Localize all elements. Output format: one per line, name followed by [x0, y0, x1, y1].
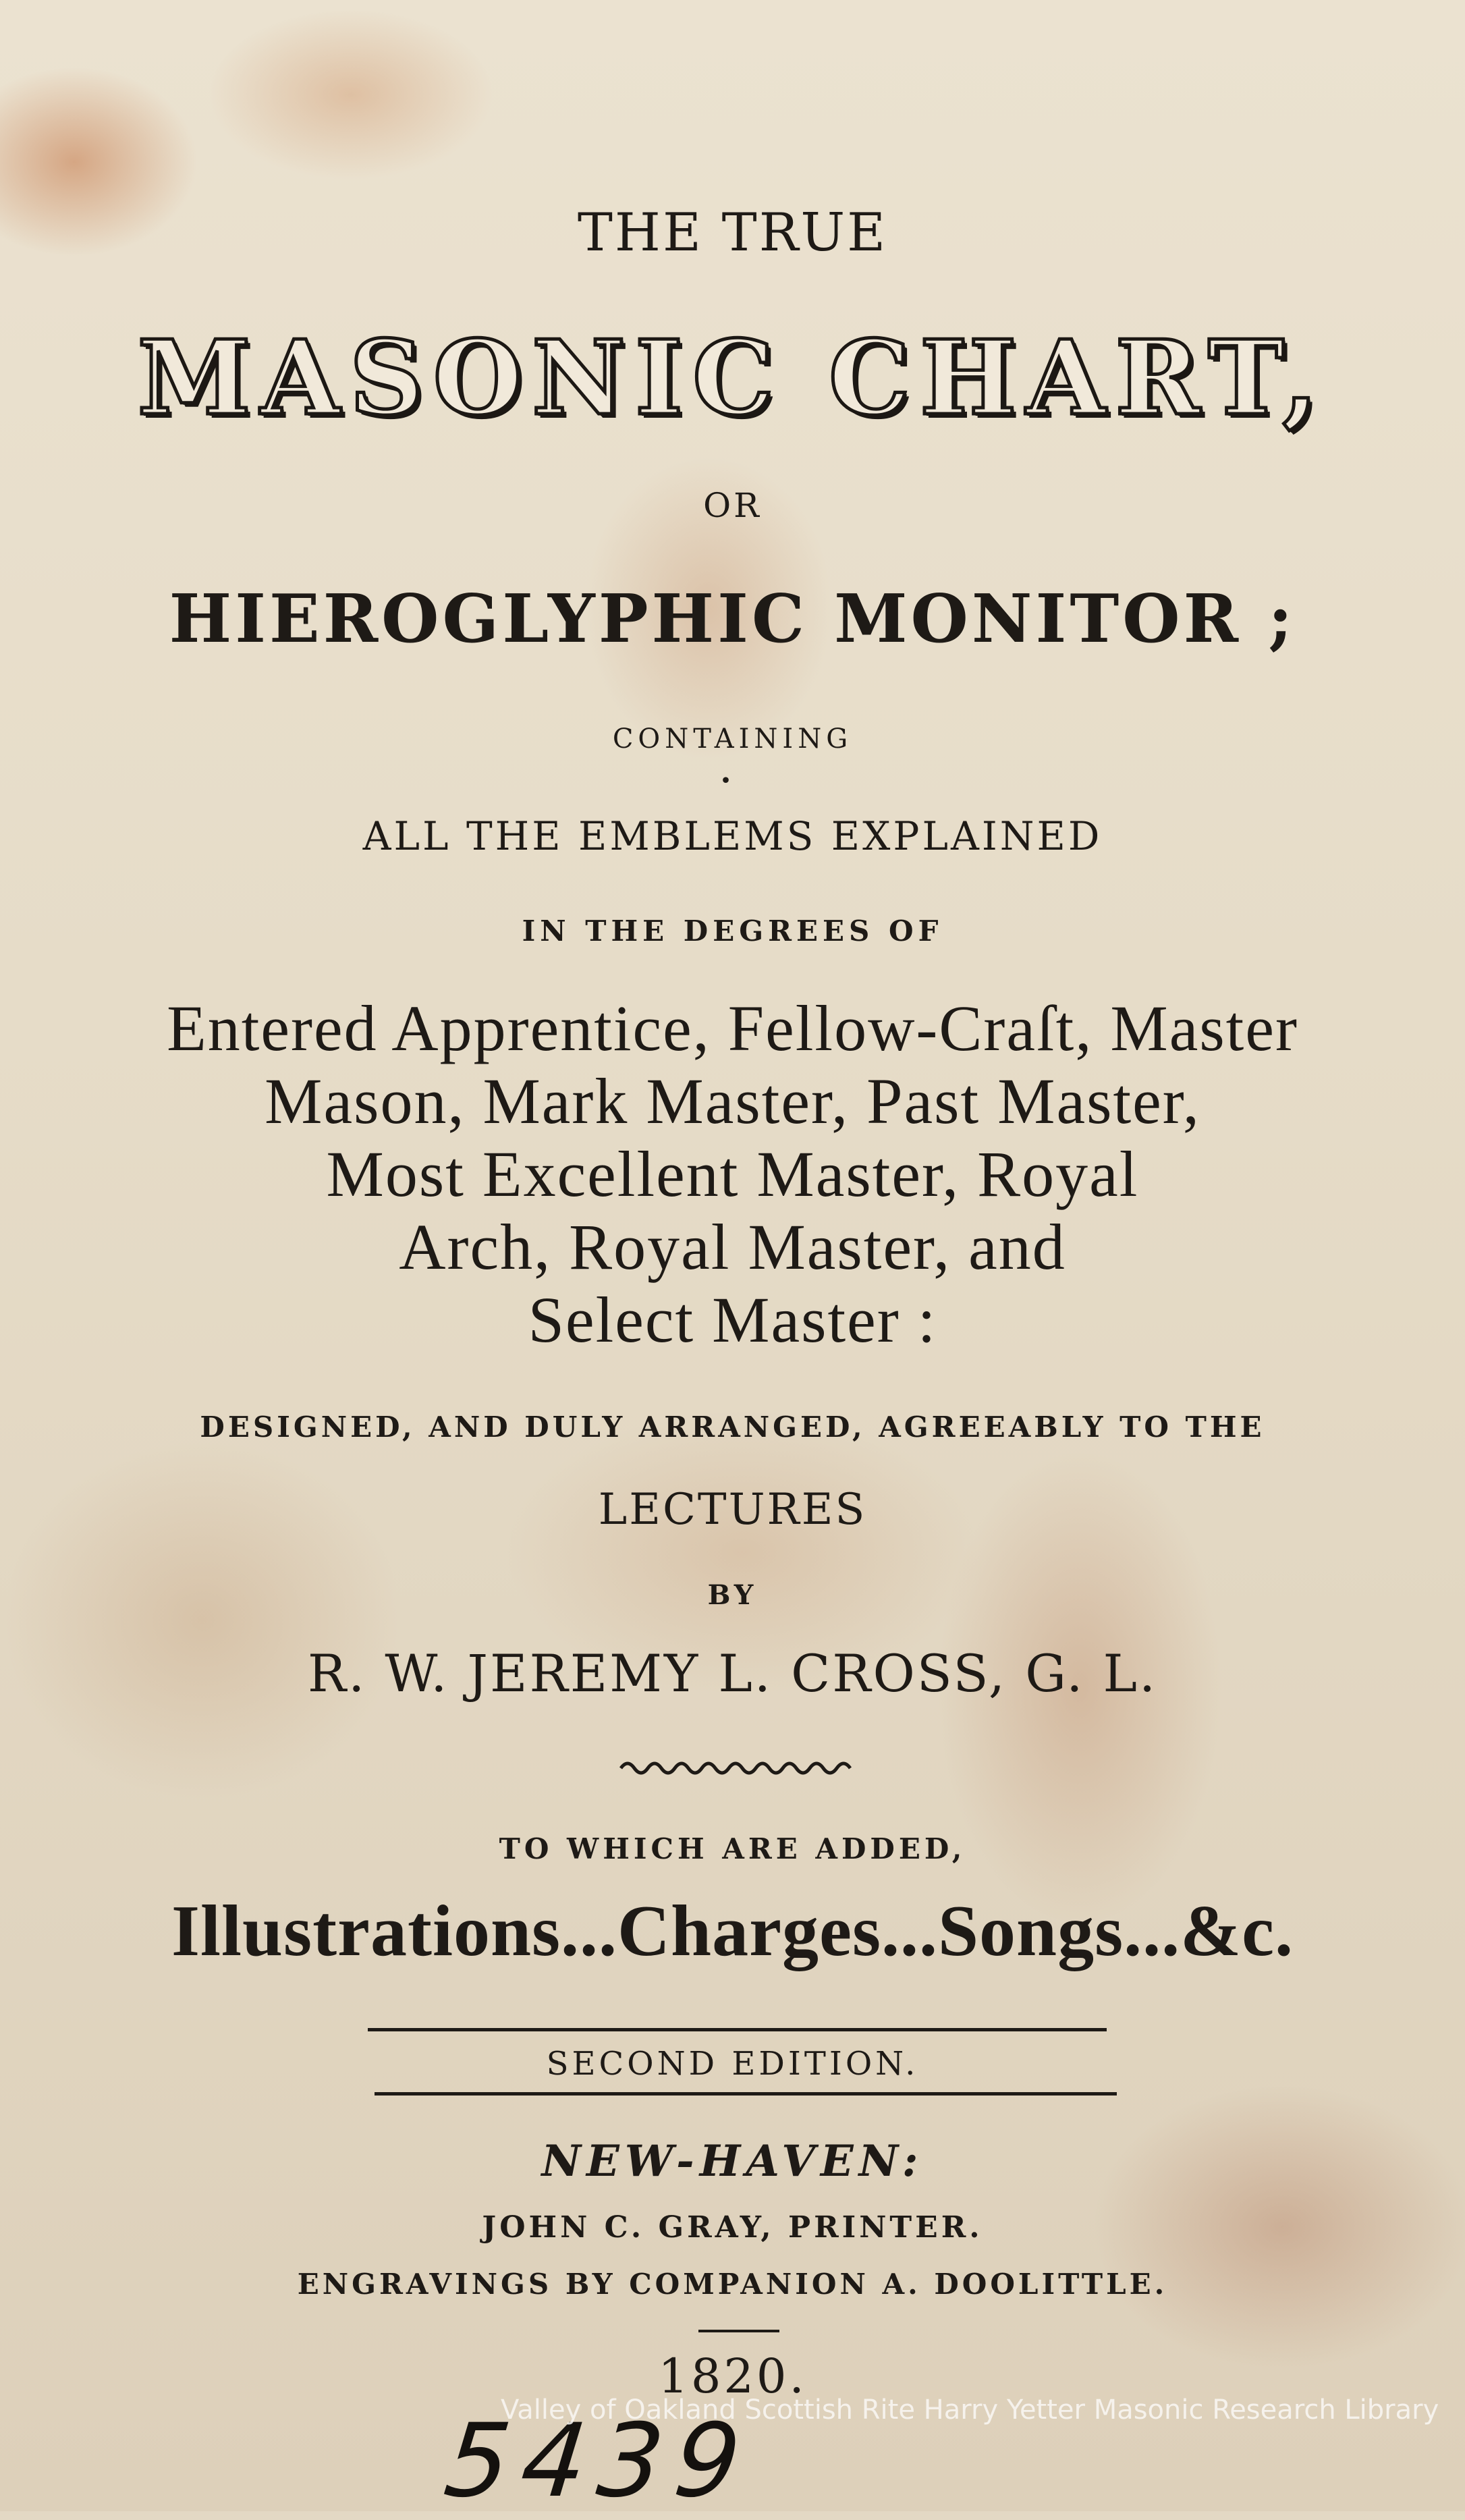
- title-masonic-chart: MASONIC CHART,: [137, 317, 1328, 438]
- line-emblems-explained: ALL THE EMBLEMS EXPLAINED: [362, 813, 1103, 859]
- line-by: BY: [707, 1579, 758, 1611]
- ornament-divider-icon: [617, 1755, 860, 1778]
- imprint-engraver: ENGRAVINGS BY COMPANION A. DOOLITTLE.: [297, 2268, 1168, 2301]
- imprint-place: NEW-HAVEN:: [541, 2136, 924, 2187]
- line-in-the-degrees: IN THE DEGREES OF: [522, 914, 943, 948]
- degrees-line: Entered Apprentice, Fellow-Craſt, Master: [167, 992, 1298, 1064]
- degrees-line: Select Master :: [528, 1284, 937, 1356]
- rule-divider: [375, 2092, 1117, 2096]
- imprint-year: 1820.: [658, 2349, 807, 2404]
- title-line-the-true: THE TRUE: [577, 202, 888, 263]
- line-designed-arranged: DESIGNED, AND DULY ARRANGED, AGREEABLY TO THE: [200, 1410, 1265, 1444]
- title-line-or: OR: [703, 486, 762, 525]
- line-lectures: LECTURES: [598, 1485, 867, 1535]
- imprint-printer: JOHN C. GRAY, PRINTER.: [482, 2210, 983, 2245]
- line-to-which-are-added: TO WHICH ARE ADDED,: [499, 1832, 966, 1865]
- edition-label: SECOND EDITION.: [546, 2045, 919, 2083]
- line-containing: CONTAINING: [612, 723, 853, 755]
- degrees-line: Arch, Royal Master, and: [399, 1211, 1066, 1283]
- handwritten-accession-number: 5439: [439, 2403, 758, 2520]
- title-hieroglyphic-monitor: HIEROGLYPHIC MONITOR ;: [169, 580, 1296, 658]
- author-name: R. W. JEREMY L. CROSS, G. L.: [307, 1643, 1158, 1703]
- degrees-list: [0, 992, 1465, 1357]
- line-illustrations-charges-songs: Illustrations...Charges...Songs...&c.: [171, 1891, 1294, 1971]
- printer-mark-icon: •: [719, 769, 732, 793]
- library-watermark: Valley of Oakland Scottish Rite Harry Yetter Masonic Research Library: [501, 2394, 1439, 2426]
- degrees-line: Mason, Mark Master, Past Master,: [265, 1065, 1200, 1137]
- rule-divider: [368, 2028, 1107, 2031]
- rule-divider-short: [698, 2330, 779, 2332]
- degrees-line: Most Excellent Master, Royal: [326, 1138, 1139, 1210]
